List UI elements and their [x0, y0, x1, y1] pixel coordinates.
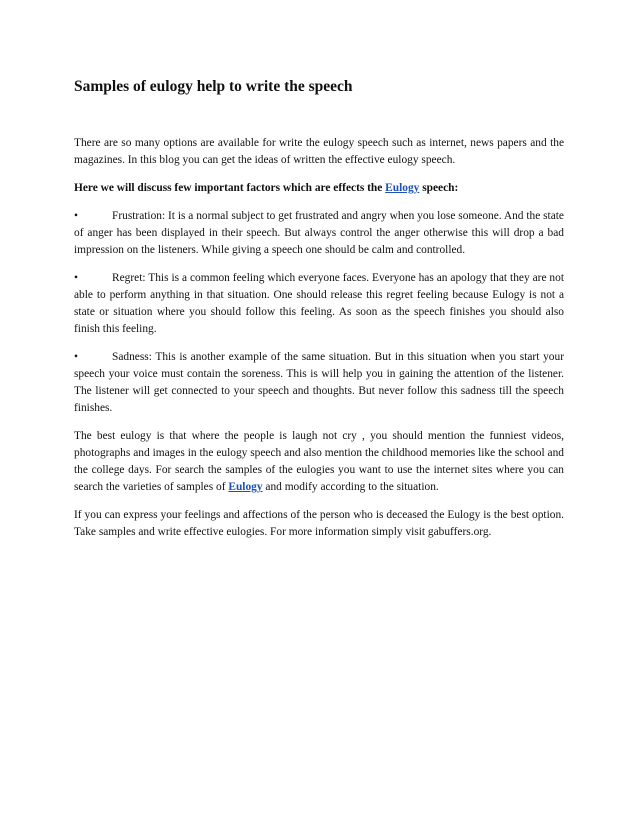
bullet-text: Frustration: It is a normal subject to get frustrated and angry when you lose someone. And the state of anger has been displayed in their speech. But always control the anger otherwise this will drop a bad impression on the listeners. While giving a speech one should be calm and controlled. — [74, 210, 564, 256]
factors-heading-text: Here we will discuss few important factors which are effects the — [74, 182, 386, 194]
bullet-item-regret — [74, 270, 564, 338]
bullet-icon: • — [74, 272, 78, 284]
closing-paragraph: If you can express your feelings and affections of the person who is deceased the Eulogy is the best option. Take samples and write effective eulogies. For more information simply visit gabuffers.org. — [74, 509, 564, 538]
bullet-item-sadness — [74, 349, 564, 417]
bullet-icon: • — [74, 351, 78, 363]
best-eulogy-suffix: and modify according to the situation. — [262, 481, 439, 493]
best-eulogy-text: The best eulogy is that where the people is laugh not cry , you should mention the funniest videos, photographs and images in the eulogy speech and also mention the childhood memories like the school and the college days. For search the samples of the eulogies you want to use the internet sites where you can search the varieties of samples of — [74, 430, 564, 493]
best-eulogy-paragraph — [74, 428, 564, 496]
factors-heading — [74, 180, 564, 197]
factors-heading-suffix: speech: — [419, 182, 459, 194]
eulogy-link[interactable]: Eulogy — [385, 182, 420, 194]
bullet-icon: • — [74, 210, 78, 222]
document-title: Samples of eulogy help to write the speech — [74, 78, 353, 95]
bullet-item-frustration — [74, 208, 564, 259]
eulogy-link[interactable]: Eulogy — [228, 481, 263, 493]
bullet-text: Sadness: This is another example of the same situation. But in this situation when you start your speech your voice must contain the soreness. This is will help you in gaining the attention of the listener. The listener will get connected to your speech and thoughts. But never follow this sadness till the speech finishes. — [74, 351, 564, 414]
bullet-text: Regret: This is a common feeling which everyone faces. Everyone has an apology that they are not able to perform anything in that situation. One should release this regret feeling because Eulogy is not a state or situation where you should follow this feeling. As soon as the speech finishes you should also finish this feeling. — [74, 272, 564, 335]
intro-paragraph: There are so many options are available for write the eulogy speech such as internet, news papers and the magazines. In this blog you can get the ideas of written the effective eulogy speech. — [74, 137, 564, 166]
document-body — [74, 135, 564, 552]
